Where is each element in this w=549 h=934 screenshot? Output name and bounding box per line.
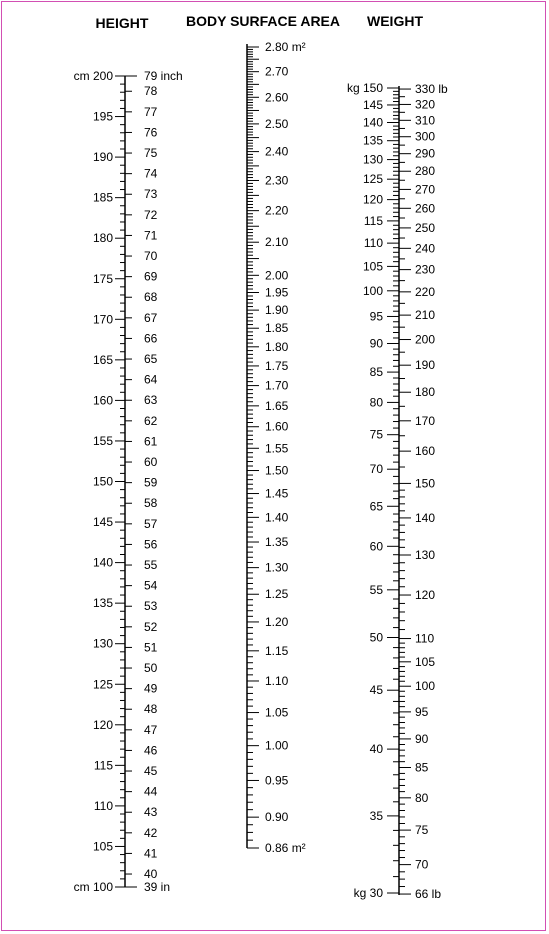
weight-lb-label: 170 [415,413,436,428]
weight-lb-label: 130 [415,547,436,562]
height-header: HEIGHT [95,15,149,31]
weight-lb-label: 310 [415,113,436,128]
weight-kg-label: 130 [362,152,383,167]
bsa-label: 1.25 [265,587,289,602]
height-in-label: 68 [144,290,158,305]
height-in-label: 72 [144,207,158,222]
bsa-label: 1.00 [265,738,289,753]
height-in-label: 57 [144,516,158,531]
weight-lb-label: 100 [415,679,436,694]
weight-lb-label: 110 [415,631,435,646]
height-in-label: 69 [144,269,158,284]
weight-lb-label: 70 [415,857,429,872]
weight-kg-label: 80 [369,395,383,410]
height-cm-label: 145 [92,515,113,530]
weight-kg-label: kg 150 [346,81,383,95]
height-in-label: 62 [144,413,158,428]
height-cm-label: cm 100 [73,880,113,894]
bsa-label: 0.86 m² [265,841,306,855]
bsa-label: 1.30 [265,560,289,575]
weight-kg-label: 110 [363,236,383,251]
weight-kg-label: 105 [362,259,383,274]
weight-kg-label: kg 30 [353,886,383,900]
height-cm-label: 125 [92,677,113,692]
bsa-label: 2.30 [265,173,289,188]
weight-lb-label: 300 [415,129,436,144]
height-cm-label: 190 [92,150,113,165]
height-in-label: 55 [144,558,158,573]
weight-kg-label: 35 [369,808,383,823]
weight-lb-label: 200 [415,332,436,347]
height-cm-label: 140 [92,555,113,570]
height-in-label: 74 [144,166,158,181]
weight-lb-label: 260 [415,201,436,216]
weight-lb-label: 330 lb [415,82,448,97]
height-in-label: 79 inch [144,69,183,83]
weight-lb-label: 270 [415,182,436,197]
bsa-label: 0.95 [265,773,289,788]
height-in-label: 71 [144,228,158,243]
weight-lb-label: 105 [415,654,436,669]
height-cm-label: 130 [92,636,113,651]
weight-lb-label: 190 [415,358,436,373]
weight-kg-label: 65 [369,499,383,514]
weight-kg-label: 45 [369,683,383,698]
height-in-label: 41 [144,846,158,861]
height-in-label: 76 [144,125,158,140]
bsa-label: 1.65 [265,398,289,413]
height-in-label: 53 [144,599,158,614]
weight-kg-label: 135 [362,133,383,148]
height-cm-label: cm 200 [73,69,113,83]
weight-lb-label: 90 [415,731,429,746]
bsa-label: 1.80 [265,339,289,354]
bsa-label: 1.40 [265,510,289,525]
weight-kg-label: 75 [369,427,383,442]
weight-lb-label: 95 [415,704,429,719]
bsa-label: 2.60 [265,90,289,105]
bsa-label: 1.05 [265,705,289,720]
bsa-label: 1.20 [265,614,289,629]
weight-kg-label: 90 [369,336,383,351]
height-cm-label: 110 [93,798,113,813]
weight-header: WEIGHT [367,13,423,29]
weight-kg-label: 140 [362,115,383,130]
height-in-label: 78 [144,84,158,99]
height-cm-label: 170 [92,312,113,327]
weight-lb-label: 140 [415,510,436,525]
weight-lb-label: 75 [415,823,429,838]
weight-lb-label: 250 [415,220,436,235]
bsa-label: 2.00 [265,268,289,283]
bsa-label: 0.90 [265,810,289,825]
weight-kg-label: 85 [369,365,383,380]
bsa-label: 1.45 [265,486,289,501]
height-in-label: 39 in [144,880,171,894]
height-in-label: 50 [144,661,158,676]
height-in-label: 61 [144,434,158,449]
bsa-label: 2.80 m² [265,40,306,54]
height-in-label: 45 [144,764,158,779]
bsa-label: 2.10 [265,235,289,250]
weight-kg-label: 50 [369,630,383,645]
weight-kg-label: 145 [362,97,383,112]
bsa-label: 2.40 [265,144,289,159]
weight-kg-label: 55 [369,582,383,597]
height-cm-label: 120 [92,717,113,732]
height-in-label: 42 [144,825,158,840]
height-cm-label: 185 [92,190,113,205]
bsa-label: 1.90 [265,303,289,318]
weight-kg-label: 120 [362,192,383,207]
height-cm-label: 150 [92,474,113,489]
height-in-label: 47 [144,722,158,737]
height-cm-label: 180 [92,231,113,246]
height-cm-label: 165 [92,352,113,367]
height-in-label: 58 [144,496,158,511]
bsa-header: BODY SURFACE AREA [185,13,341,29]
height-cm-label: 115 [93,758,113,773]
bsa-label: 1.60 [265,419,289,434]
bsa-label: 1.75 [265,358,289,373]
weight-lb-label: 85 [415,760,429,775]
height-in-label: 52 [144,619,158,634]
height-in-label: 54 [144,578,158,593]
weight-lb-label: 240 [415,241,436,256]
height-in-label: 77 [144,104,158,119]
height-in-label: 60 [144,455,158,470]
weight-lb-label: 180 [415,385,436,400]
weight-lb-label: 210 [415,308,436,323]
bsa-label: 1.15 [265,643,289,658]
height-in-label: 59 [144,475,158,490]
weight-lb-label: 160 [415,444,436,459]
weight-lb-label: 290 [415,146,436,161]
height-in-label: 44 [144,784,158,799]
height-in-label: 65 [144,352,158,367]
height-in-label: 73 [144,187,158,202]
bsa-label: 1.85 [265,321,289,336]
height-cm-label: 160 [92,393,113,408]
height-in-label: 66 [144,331,158,346]
weight-kg-label: 100 [362,283,383,298]
weight-kg-label: 125 [362,172,383,187]
weight-lb-label: 80 [415,790,429,805]
height-cm-label: 155 [92,433,113,448]
height-in-label: 75 [144,146,158,161]
bsa-label: 1.70 [265,378,289,393]
height-cm-label: 195 [92,109,113,124]
weight-lb-label: 320 [415,97,436,112]
weight-kg-label: 60 [369,539,383,554]
bsa-label: 1.95 [265,285,289,300]
weight-kg-label: 115 [363,213,383,228]
bsa-label: 2.50 [265,116,289,131]
weight-kg-label: 70 [369,462,383,477]
height-in-label: 56 [144,537,158,552]
scales [74,40,448,901]
height-in-label: 51 [144,640,158,655]
bsa-label: 2.70 [265,64,289,79]
weight-lb-label: 280 [415,164,436,179]
height-in-label: 64 [144,372,158,387]
height-in-label: 46 [144,743,158,758]
height-in-label: 43 [144,805,158,820]
height-in-label: 40 [144,867,158,882]
bsa-label: 1.10 [265,673,289,688]
weight-lb-label: 150 [415,476,436,491]
height-in-label: 49 [144,681,158,696]
height-cm-label: 135 [92,596,113,611]
height-in-label: 48 [144,702,158,717]
bsa-label: 2.20 [265,203,289,218]
weight-kg-label: 95 [369,309,383,324]
height-cm-label: 175 [92,271,113,286]
weight-lb-label: 66 lb [415,887,442,902]
height-in-label: 63 [144,393,158,408]
bsa-label: 1.55 [265,441,289,456]
height-in-label: 70 [144,249,158,264]
weight-lb-label: 120 [415,588,436,603]
weight-lb-label: 220 [415,284,436,299]
height-in-label: 67 [144,310,158,325]
height-cm-label: 105 [92,839,113,854]
weight-lb-label: 230 [415,262,436,277]
bsa-label: 1.50 [265,463,289,478]
bsa-label: 1.35 [265,535,289,550]
weight-kg-label: 40 [369,742,383,757]
